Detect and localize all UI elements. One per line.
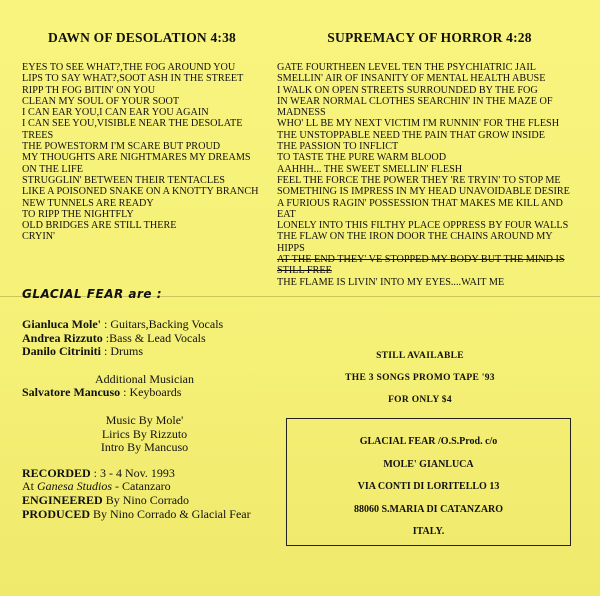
lyric-line: I CAN EAR YOU,I CAN EAR YOU AGAIN (22, 107, 209, 119)
lyric-line: THE UNSTOPPABLE NEED THE PAIN THAT GROW INSIDE (277, 129, 546, 141)
additional-musician (22, 373, 267, 400)
lyric-line: SOMETHING IS IMPRESS IN MY HEAD UNAVOIDABLE DESIRE (277, 186, 570, 198)
intro-credit: Intro By Mancuso (100, 440, 189, 455)
studio-line (22, 480, 267, 494)
address-line: GLACIAL FEAR /O.S.Prod. c/o (359, 436, 498, 447)
member-role: : Drums (104, 344, 144, 359)
credits (22, 318, 267, 529)
produced-label: PRODUCED (22, 506, 90, 521)
studio-prefix: At (22, 479, 34, 494)
member-role: : Keyboards (123, 385, 182, 400)
member-name: Danilo Citriniti (22, 344, 102, 359)
promo-line: FOR ONLY $4 (388, 395, 452, 405)
studio-name: Ganesa Studios (37, 479, 112, 494)
member-name: Gianluca Mole' (22, 317, 101, 331)
lyric-line: I CAN SEE YOU,VISIBLE NEAR THE DESOLATE TREES (22, 118, 243, 141)
lyrics-block (277, 62, 582, 288)
engineered-label: ENGINEERED (22, 492, 103, 507)
member-role: : Guitars,Backing Vocals (104, 317, 224, 331)
lyric-line: AAHHH... THE SWEET SMELLIN' FLESH (277, 163, 463, 175)
promo-notice (290, 345, 550, 411)
lyrics-credit: Lirics By Rizzuto (101, 426, 188, 441)
lyric-line: THE FLAME IS LIVIN' INTO MY EYES....WAIT ME (277, 276, 505, 288)
lyric-line: WHO' LL BE MY NEXT VICTIM I'M RUNNIN' FOR THE FLESH (277, 118, 560, 130)
song-supremacy-of-horror (277, 30, 582, 288)
member-name: Salvatore Mancuso (22, 385, 121, 400)
recorded-value: : 3 - 4 Nov. 1993 (93, 465, 175, 480)
lyric-line: THE FLAW ON THE IRON DOOR THE CHAINS AROUND MY HIPPS (277, 231, 553, 254)
lyric-line: IN WEAR NORMAL CLOTHES SEARCHIN' IN THE MAZE OF MADNESS (277, 95, 553, 119)
contact-address-box (286, 418, 571, 546)
song-dawn-of-desolation (22, 30, 262, 243)
lyric-line: I WALK ON OPEN STREETS SURROUNDED BY THE FOG (277, 84, 538, 96)
produced-line (22, 508, 267, 522)
promo-line: THE 3 SONGS PROMO TAPE '93 (345, 373, 495, 383)
member-line (22, 318, 267, 332)
address-line: MOLE' GIANLUCA (383, 458, 474, 470)
lyric-line: GATE FOURTHEEN LEVEL TEN THE PSYCHIATRIC JAIL (277, 62, 536, 73)
lyric-line: AT THE END THEY' VE STOPPED MY BODY BUT THE MIND IS STILL FREE (277, 254, 565, 277)
address-line: VIA CONTI DI LORITELLO 13 (357, 481, 500, 492)
member-line (22, 332, 267, 346)
member-name: Andrea Rizzuto (22, 330, 103, 345)
address-line: ITALY. (412, 526, 445, 537)
lyric-line: LIPS TO SAY WHAT?,SOOT ASH IN THE STREET (22, 73, 244, 85)
lyrics-block (22, 62, 262, 243)
lyric-line: EYES TO SEE WHAT?,THE FOG AROUND YOU (22, 62, 236, 73)
song-title: SUPREMACY OF HORROR 4:28 (327, 30, 532, 45)
member-role: :Bass & Lead Vocals (105, 330, 206, 345)
lyric-line: STRUGGLIN' BETWEEN THEIR TENTACLES (22, 174, 225, 186)
promo-line: STILL AVAILABLE (376, 351, 464, 361)
lyric-line: A FURIOUS RAGIN' POSSESSION THAT MAKES ME KILL AND EAT (277, 197, 563, 220)
lineup (22, 318, 267, 359)
recorded-label: RECORDED (22, 465, 91, 480)
lyric-line: TO RIPP THE NIGHTFLY (22, 208, 134, 220)
lyric-line: FEEL THE FORCE THE POWER THEY 'RE TRYIN' TO STOP ME (277, 174, 561, 186)
recording-credits (22, 467, 267, 521)
engineered-line (22, 494, 267, 508)
lyric-line: NEW TUNNELS ARE READY (22, 197, 154, 209)
band-heading: GLACIAL FEAR are : (22, 287, 163, 301)
recorded-line (22, 467, 267, 481)
engineered-value: By Nino Corrado (105, 492, 190, 507)
writing-credits (22, 414, 267, 455)
lyric-line: CLEAN MY SOUL OF YOUR SOOT (22, 95, 180, 107)
lyric-line: TO TASTE THE PURE WARM BLOOD (277, 152, 447, 164)
lyric-line: LONELY INTO THIS FILTHY PLACE OPPRESS BY FOUR WALLS (277, 220, 569, 232)
music-credit: Music By Mole' (105, 412, 184, 427)
lyric-line: MY THOUGHTS ARE NIGHTMARES MY DREAMS ON THE LIFE (22, 152, 251, 175)
lyric-line: CRYIN' (22, 231, 55, 243)
studio-city: - Catanzaro (115, 479, 171, 494)
lyric-line: THE POWESTORM I'M SCARE BUT PROUD (22, 141, 221, 153)
lyric-line: SMELLIN' AIR OF INSANITY OF MENTAL HEALTH ABUSE (277, 73, 546, 85)
member-line (22, 386, 267, 400)
lyric-line: THE PASSION TO INFLICT (277, 141, 399, 153)
address-line: 88060 S.MARIA DI CATANZARO (353, 503, 504, 515)
member-line (22, 345, 267, 359)
lyric-line: LIKE A POISONED SNAKE ON A KNOTTY BRANCH (22, 186, 259, 198)
additional-heading: Additional Musician (95, 371, 194, 386)
produced-value: By Nino Corrado & Glacial Fear (93, 506, 251, 521)
song-title: DAWN OF DESOLATION 4:38 (48, 30, 236, 45)
lyric-line: OLD BRIDGES ARE STILL THERE (22, 220, 177, 232)
lyric-line: RIPP TH FOG BITIN' ON YOU (22, 84, 156, 96)
